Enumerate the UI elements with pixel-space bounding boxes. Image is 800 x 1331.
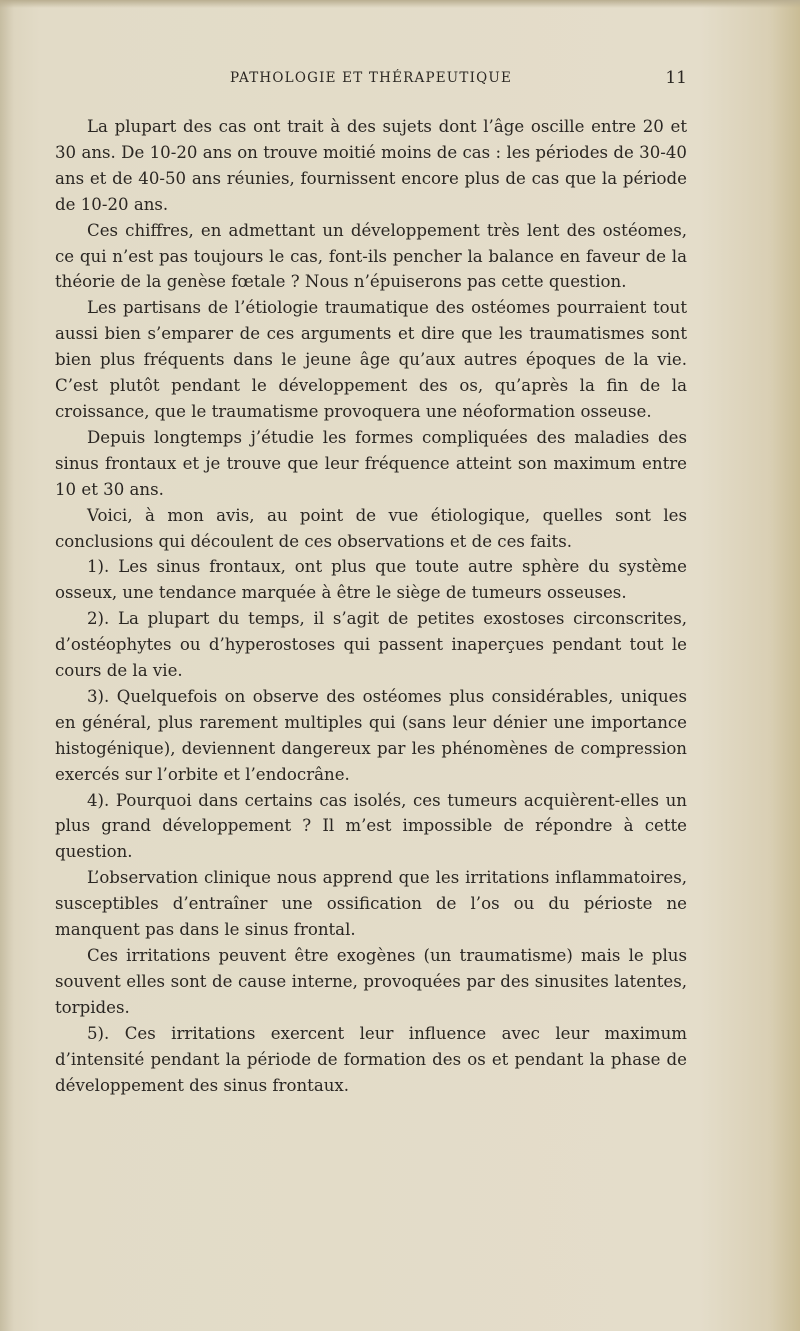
conclusion-item-1: 1). Les sinus frontaux, ont plus que toute autre sphère du système osseux, une tendance marquée à être le siège de tumeurs osseuses. [55,557,687,603]
paragraph-traumatic-etiology: Les partisans de l’étiologie traumatique des ostéomes pourraient tout aussi bien s’emparer de ces arguments et dire que les traumatismes sont bien plus fréquents dans le jeune âge qu’aux autres époques de la vie. C’est plutôt pendant le développement des os, qu’après la fin de la croissance, que le traumatisme provoquera une néoformation osseuse. [55,298,687,421]
conclusion-item-5: 5). Ces irritations exercent leur influence avec leur maximum d’intensité pendant la période de formation des os et pendant la phase de développement des sinus frontaux. [55,1023,687,1095]
running-title: PATHOLOGIE ET THÉRAPEUTIQUE [229,70,513,86]
conclusion-item-3: 3). Quelquefois on observe des ostéomes plus considérables, uniques en général, plus rarement multiples qui (sans leur dénier une importance histogénique), deviennent dangereux par les phénomènes de compression exercés sur l’orbite et l’endocrâne. [55,686,687,784]
page-number: 11 [665,68,687,88]
paragraph-frontal-sinus-frequency: Depuis longtemps j’étudie les formes compliquées des maladies des sinus frontaux et je trouve que leur fréquence atteint son maximum entre 10 et 30 ans. [55,427,687,499]
paragraph-fetal-genesis: Ces chiffres, en admettant un développement très lent des ostéomes, ce qui n’est pas toujours le cas, font-ils pencher la balance en faveur de la théorie de la genèse fœtale ? Nous n’épuiserons pas cette question. [55,220,687,292]
body-text [55,114,687,1098]
conclusion-item-4: 4). Pourquoi dans certains cas isolés, ces tumeurs acquièrent-elles un plus grand développement ? Il m’est impossible de répondre à cette question. [55,790,687,862]
paragraph-irritation-causes: Ces irritations peuvent être exogènes (un traumatisme) mais le plus souvent elles sont de cause interne, provoquées par des sinusites latentes, torpides. [55,946,687,1017]
paragraph-clinical-observation: L’observation clinique nous apprend que les irritations inflammatoires, susceptibles d’entraîner une ossification de l’os ou du périoste ne manquent pas dans le sinus frontal. [55,868,687,940]
paragraph-conclusions-intro: Voici, à mon avis, au point de vue étiologique, quelles sont les conclusions qui découlent de ces observations et de ces faits. [55,505,687,551]
page-header [55,68,687,96]
paragraph-age-distribution: La plupart des cas ont trait à des sujets dont l’âge oscille entre 20 et 30 ans. De 10-20 ans on trouve moitié moins de cas : les périodes de 30-40 ans et de 40-50 ans réunies, fournissent encore plus de cas que la période de 10-20 ans. [55,117,687,214]
scan-edge-shadow [0,0,800,8]
conclusion-item-2: 2). La plupart du temps, il s’agit de petites exostoses circonscrites, d’ostéophytes ou d’hyperostoses qui passent inaperçues pendant tout le cours de la vie. [55,609,687,681]
